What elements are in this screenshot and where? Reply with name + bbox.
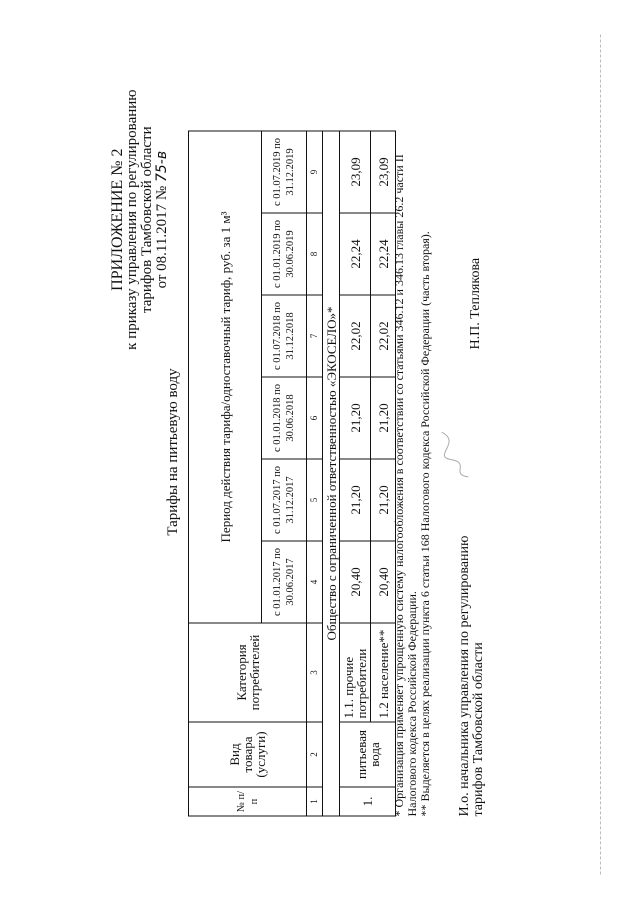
tariff-value: 20,40	[340, 541, 371, 623]
period-cell: с 01.07.2017 по 31.12.2017	[262, 459, 307, 541]
index-cell: 2	[307, 722, 323, 787]
header-category: Категория потребителей	[189, 623, 307, 722]
document-title: Тарифы на питьевую воду	[165, 368, 181, 536]
header-kind: Вид товара (услуги)	[189, 722, 307, 787]
handwritten-signature	[433, 422, 478, 488]
row-num: 1.	[340, 787, 396, 816]
signature-block	[458, 536, 486, 817]
appendix-header	[110, 90, 170, 350]
period-cell: с 01.01.2018 по 30.06.2018	[262, 377, 307, 459]
table-org-row	[323, 131, 340, 816]
period-cell: с 01.07.2019 по 31.12.2019	[262, 131, 307, 213]
signer-role-line-2: тарифов Тамбовской области	[471, 642, 486, 817]
tariff-value: 21,20	[371, 377, 396, 459]
footnote-1-cont: Налогового кодекса Российской Федерации.	[405, 591, 419, 817]
tariff-value: 22,02	[340, 295, 371, 377]
index-cell: 6	[307, 377, 323, 459]
tariff-value: 21,20	[340, 459, 371, 541]
index-cell: 4	[307, 541, 323, 623]
tariff-value: 22,24	[340, 213, 371, 295]
index-cell: 7	[307, 295, 323, 377]
appendix-title: ПРИЛОЖЕНИЕ № 2	[109, 148, 126, 291]
row-kind: питьевая вода	[340, 722, 396, 787]
row-category: 1.2 население**	[371, 623, 396, 722]
index-cell: 1	[307, 787, 323, 816]
signer-name: Н.П. Теплякова	[468, 257, 483, 350]
appendix-line-1: к приказу управления по регулированию	[124, 89, 140, 350]
index-cell: 9	[307, 131, 323, 213]
organization-name: Общество с ограниченной ответственностью «ЭКОСЕЛО»*	[323, 131, 340, 816]
index-cell: 5	[307, 459, 323, 541]
tariff-value: 21,20	[340, 377, 371, 459]
tariff-value: 20,40	[371, 541, 396, 623]
order-number-handwritten: 75-в	[154, 150, 170, 183]
footnote-2: ** Выделяется в целях реализации пункта 6 статьи 168 Налогового кодекса Российской Федерации (часть вторая).	[418, 231, 432, 817]
tariff-table	[188, 131, 396, 817]
table-header-row	[189, 131, 262, 816]
period-cell: с 01.01.2017 по 30.06.2017	[262, 541, 307, 623]
tariff-value: 22,02	[371, 295, 396, 377]
header-num: № п/ п	[189, 787, 307, 816]
tariff-value: 23,09	[371, 131, 396, 213]
scan-edge	[600, 35, 601, 875]
tariff-value: 22,24	[371, 213, 396, 295]
period-cell: с 01.07.2018 по 31.12.2018	[262, 295, 307, 377]
table-index-row	[307, 131, 323, 816]
appendix-line-2: тарифов Тамбовской области	[139, 126, 155, 313]
signer-role-line-1: И.о. начальника управления по регулированию	[457, 535, 472, 817]
tariff-value: 23,09	[340, 131, 371, 213]
order-date: от 08.11.2017 №	[154, 185, 170, 289]
table-row	[340, 131, 371, 816]
footnote-1: * Организация применяет упрощенную систему налогообложения в соответствии со статьями 346.12 и 346.13 главы 26.2 части II	[392, 154, 406, 817]
index-cell: 8	[307, 213, 323, 295]
period-cell: с 01.01.2019 по 30.06.2019	[262, 213, 307, 295]
index-cell: 3	[307, 623, 323, 722]
tariff-value: 21,20	[371, 459, 396, 541]
row-category: 1.1. прочие потребители	[340, 623, 371, 722]
header-period: Период действия тарифа/одноставочный тариф, руб. за 1 м³	[189, 131, 262, 623]
footnotes	[393, 154, 432, 816]
